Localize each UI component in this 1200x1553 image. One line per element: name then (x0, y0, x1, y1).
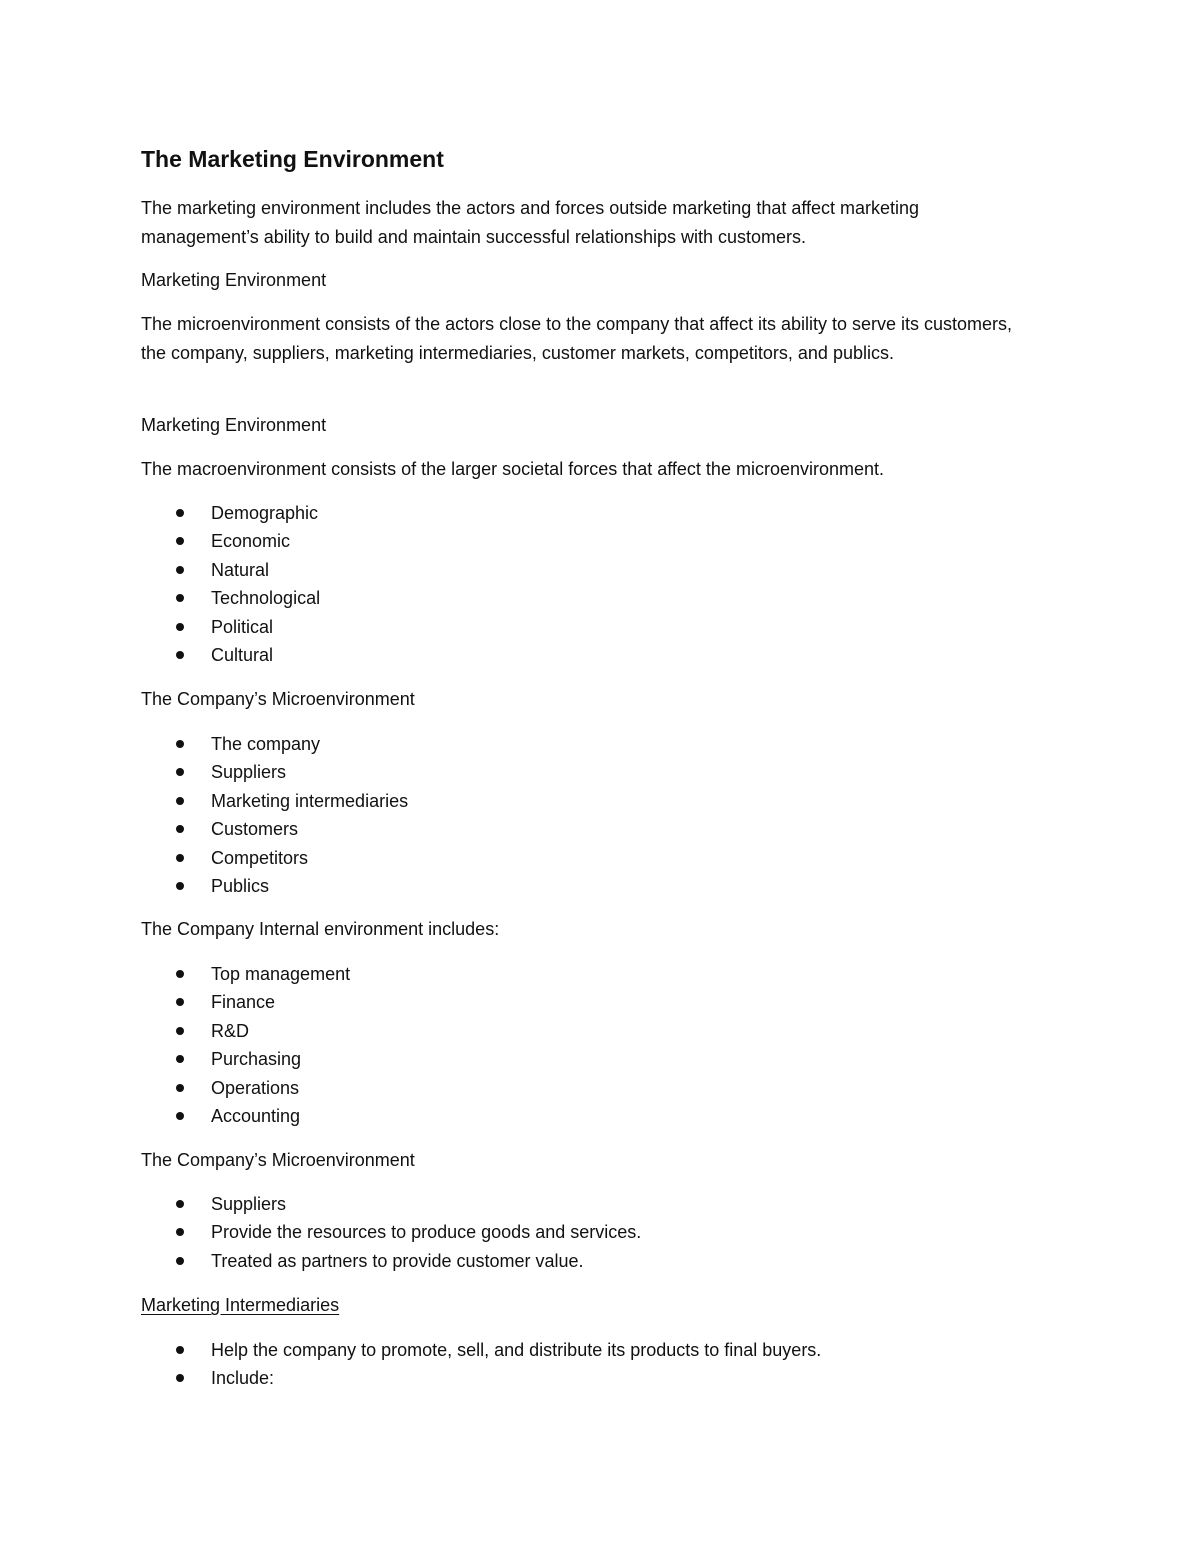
bullet-icon (176, 797, 184, 805)
macro-forces-list (141, 499, 320, 669)
list-item: Technological (141, 584, 320, 612)
bullet-icon (176, 740, 184, 748)
list-item: Natural (141, 556, 320, 584)
list-item: Demographic (141, 499, 320, 527)
internal-environment-label: The Company Internal environment includes: (141, 919, 500, 939)
bullet-icon (176, 1084, 184, 1092)
bullet-icon (176, 651, 184, 659)
list-item: Suppliers (141, 758, 408, 786)
bullet-icon (176, 998, 184, 1006)
bullet-icon (176, 970, 184, 978)
list-item: Suppliers (141, 1190, 641, 1218)
marketing-environment-label-1: Marketing Environment (141, 270, 327, 290)
bullet-icon (176, 509, 184, 517)
bullet-icon (176, 854, 184, 862)
list-item: Accounting (141, 1102, 350, 1130)
list-item: Political (141, 613, 320, 641)
intro-paragraph: The marketing environment includes the actors and forces outside marketing that affect marketing management’s ability to build and maintain successful relationships with customers. (141, 198, 920, 247)
bullet-icon (176, 1200, 184, 1208)
bullet-icon (176, 594, 184, 602)
marketing-intermediaries-heading: Marketing Intermediaries (141, 1295, 340, 1315)
microenvironment-paragraph: The microenvironment consists of the actors close to the company that affect its ability to serve its customers, the company, suppliers, marketing intermediaries, customer markets, competitors, and publics. (141, 314, 1013, 363)
list-item: R&D (141, 1017, 350, 1045)
bullet-icon (176, 1374, 184, 1382)
list-item: Finance (141, 988, 350, 1016)
bullet-icon (176, 1027, 184, 1035)
company-microenvironment-label-2: The Company’s Microenvironment (141, 1150, 415, 1170)
bullet-icon (176, 1112, 184, 1120)
bullet-icon (176, 1257, 184, 1265)
list-item: Cultural (141, 641, 320, 669)
list-item: Operations (141, 1074, 350, 1102)
intermediaries-list (141, 1336, 821, 1393)
list-item: Top management (141, 960, 350, 988)
list-item: The company (141, 730, 408, 758)
bullet-icon (176, 825, 184, 833)
marketing-environment-label-2: Marketing Environment (141, 415, 327, 435)
bullet-icon (176, 768, 184, 776)
list-item: Competitors (141, 844, 408, 872)
list-item: Publics (141, 872, 408, 900)
suppliers-list (141, 1190, 641, 1275)
list-item: Marketing intermediaries (141, 787, 408, 815)
bullet-icon (176, 537, 184, 545)
company-microenvironment-label-1: The Company’s Microenvironment (141, 689, 415, 709)
company-microenvironment-list (141, 730, 408, 900)
list-item: Economic (141, 527, 320, 555)
list-item: Include: (141, 1364, 821, 1392)
list-item: Help the company to promote, sell, and distribute its products to final buyers. (141, 1336, 821, 1364)
list-item: Treated as partners to provide customer value. (141, 1247, 641, 1275)
list-item: Purchasing (141, 1045, 350, 1073)
list-item: Customers (141, 815, 408, 843)
bullet-icon (176, 1055, 184, 1063)
document-title: The Marketing Environment (141, 146, 444, 172)
list-item: Provide the resources to produce goods and services. (141, 1218, 641, 1246)
bullet-icon (176, 566, 184, 574)
bullet-icon (176, 623, 184, 631)
internal-environment-list (141, 960, 350, 1130)
bullet-icon (176, 1346, 184, 1354)
bullet-icon (176, 1228, 184, 1236)
bullet-icon (176, 882, 184, 890)
macroenvironment-paragraph: The macroenvironment consists of the larger societal forces that affect the microenvironment. (141, 459, 885, 479)
